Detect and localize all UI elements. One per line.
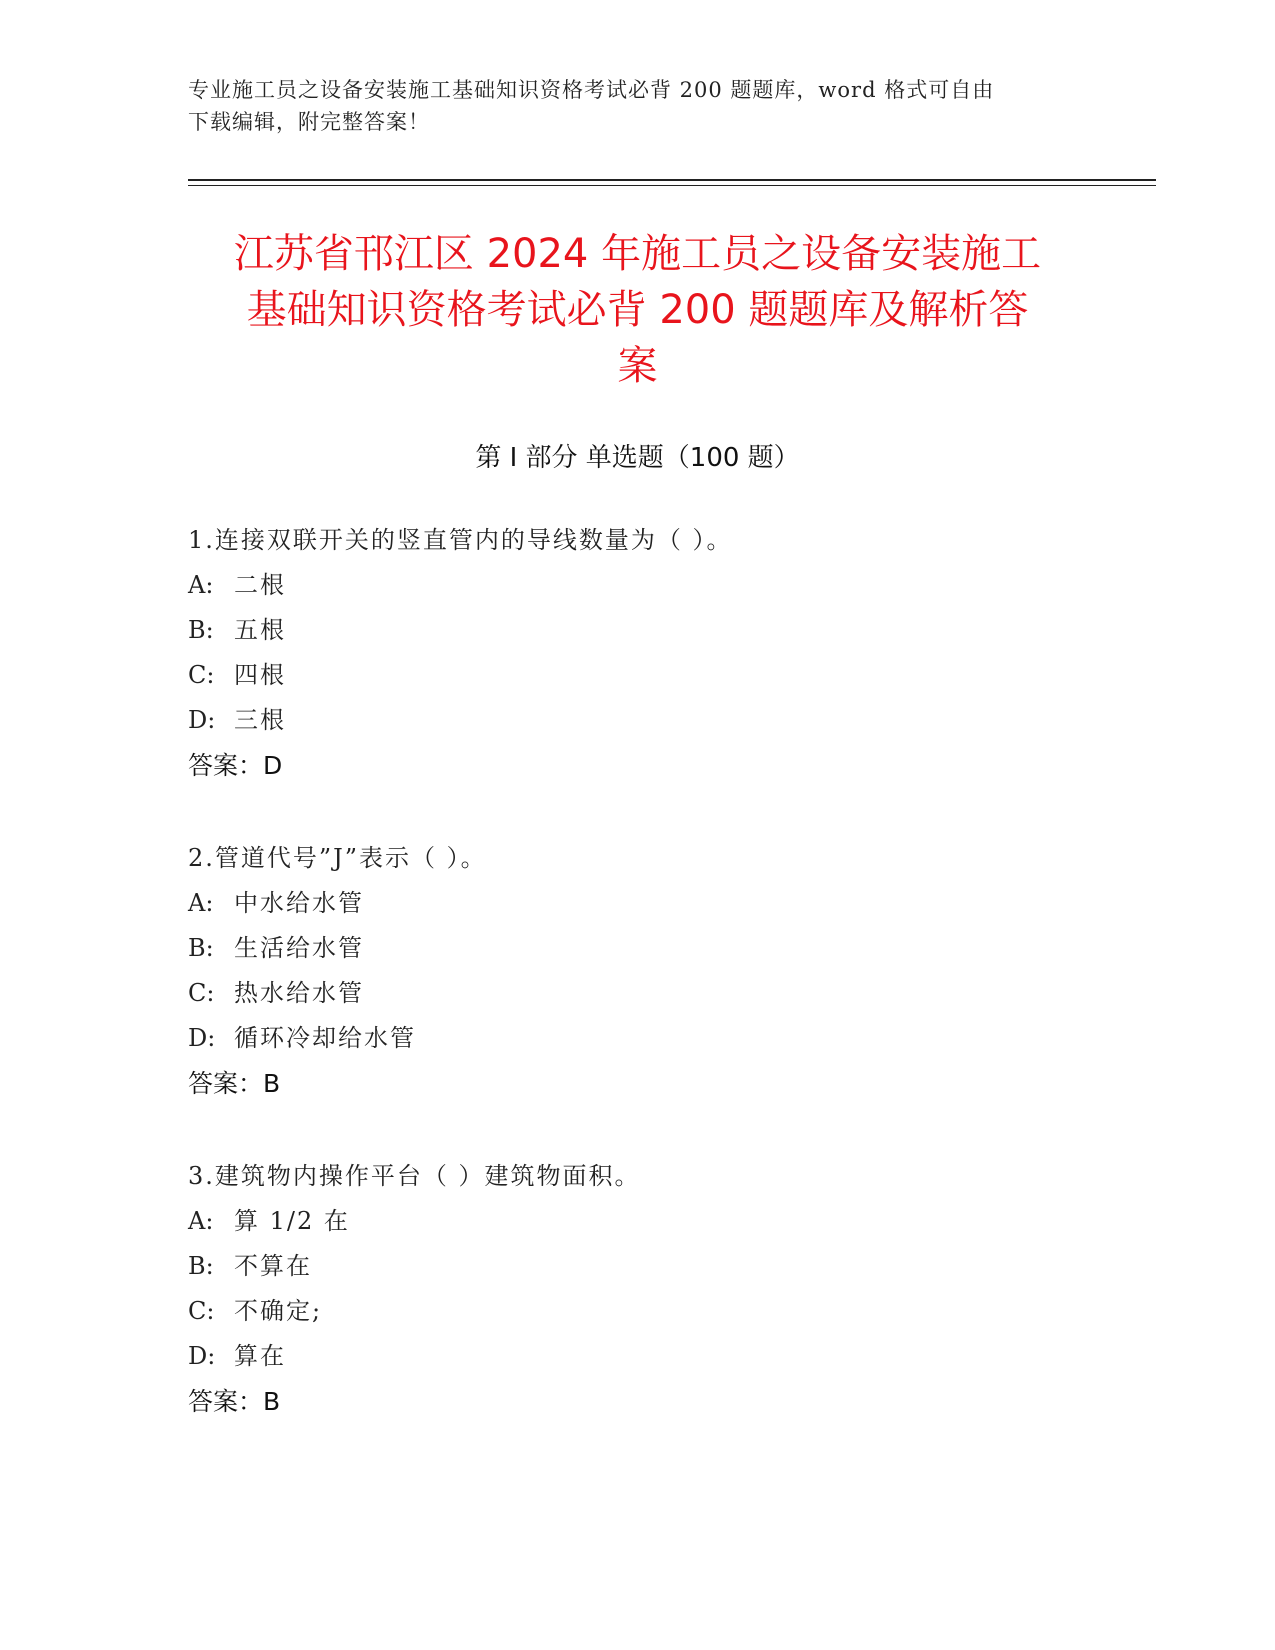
option-c (188, 1289, 1168, 1334)
option-key: D: (188, 1342, 216, 1370)
option-text: 算 1/2 在 (234, 1207, 350, 1235)
header-note (188, 74, 1088, 138)
option-b (188, 1244, 1168, 1289)
option-text: 三根 (234, 706, 286, 734)
header-note-line-2: 下载编辑，附完整答案！ (188, 110, 430, 134)
document-title-line-1: 江苏省邗江区 2024 年施工员之设备安装施工 (233, 231, 1042, 277)
option-key: B: (188, 934, 214, 962)
header-divider-thick (188, 179, 1156, 181)
option-key: C: (188, 979, 215, 1007)
option-b (188, 926, 1168, 971)
document-title-line-2: 基础知识资格考试必背 200 题题库及解析答 (246, 287, 1029, 333)
document-title (170, 226, 1105, 394)
answer-label: 答案：D (188, 751, 283, 780)
question-item (188, 518, 1168, 788)
option-text: 循环冷却给水管 (234, 1024, 416, 1052)
option-text: 热水给水管 (234, 979, 364, 1007)
option-key: C: (188, 1297, 215, 1325)
option-key: A: (188, 889, 214, 917)
option-text: 算在 (234, 1342, 286, 1370)
header-divider-thin (188, 185, 1156, 186)
question-stem: 1.连接双联开关的竖直管内的导线数量为（ ）。 (188, 526, 733, 554)
option-text: 二根 (234, 571, 286, 599)
option-text: 中水给水管 (234, 889, 364, 917)
option-a (188, 1199, 1168, 1244)
option-a (188, 881, 1168, 926)
option-key: C: (188, 661, 215, 689)
option-key: B: (188, 616, 214, 644)
question-item (188, 836, 1168, 1106)
option-c (188, 971, 1168, 1016)
option-c (188, 653, 1168, 698)
section-title: 第 I 部分 单选题（100 题） (475, 443, 800, 473)
option-d (188, 698, 1168, 743)
document-title-line-3: 案 (617, 343, 658, 389)
answer-label: 答案：B (188, 1069, 281, 1098)
option-key: D: (188, 1024, 216, 1052)
option-a (188, 563, 1168, 608)
option-key: B: (188, 1252, 214, 1280)
option-d (188, 1016, 1168, 1061)
question-stem: 3.建筑物内操作平台（ ）建筑物面积。 (188, 1162, 641, 1190)
question-item (188, 1154, 1168, 1424)
answer-label: 答案：B (188, 1387, 281, 1416)
option-d (188, 1334, 1168, 1379)
header-note-line-1: 专业施工员之设备安装施工基础知识资格考试必背 200 题题库，word 格式可自由 (188, 78, 995, 102)
option-text: 生活给水管 (234, 934, 364, 962)
option-text: 五根 (234, 616, 286, 644)
question-stem: 2.管道代号”J”表示（ ）。 (188, 844, 487, 872)
option-text: 不算在 (234, 1252, 312, 1280)
option-text: 不确定; (234, 1297, 323, 1325)
option-key: A: (188, 571, 214, 599)
option-b (188, 608, 1168, 653)
option-key: A: (188, 1207, 214, 1235)
option-key: D: (188, 706, 216, 734)
option-text: 四根 (234, 661, 286, 689)
